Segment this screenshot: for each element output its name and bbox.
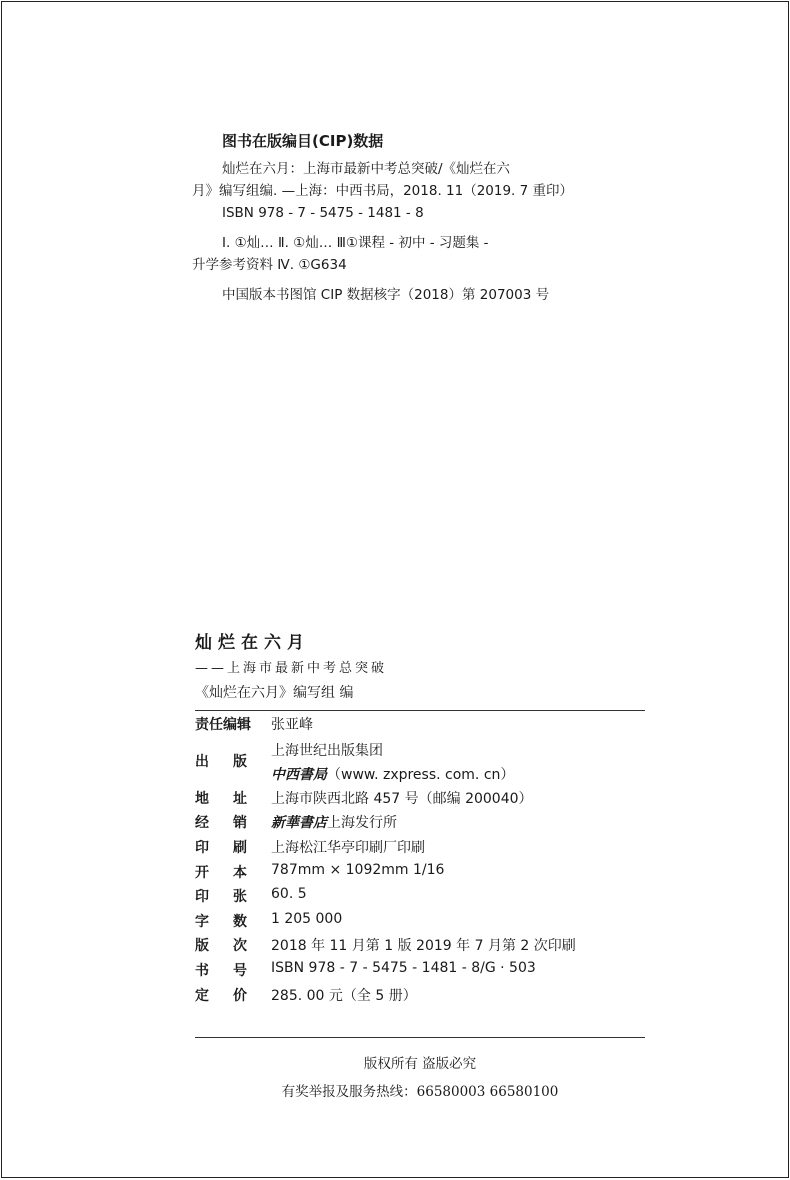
divider (195, 710, 645, 711)
info-label: 印 刷 (195, 839, 248, 856)
info-label: 书 号 (195, 962, 248, 979)
distributor-logo-text: 新華書店 (271, 815, 327, 832)
hotline: 有奖举报及服务热线：66580003 66580100 (281, 1084, 559, 1100)
info-row-format (195, 862, 645, 887)
info-value: 张亚峰 (271, 717, 313, 733)
info-value: 1 205 000 (271, 910, 343, 927)
info-label: 经 销 (195, 815, 248, 832)
info-label: 出 版 (195, 753, 248, 770)
publisher-logo-text: 中西書局 (271, 767, 327, 784)
info-row-printer (195, 837, 645, 862)
info-label: 印 张 (195, 889, 248, 906)
cip-classification: Ⅰ. ①灿… Ⅱ. ①灿… Ⅲ①课程 - 初中 - 习题集 - (222, 235, 489, 251)
info-value: ISBN 978 - 7 - 5475 - 1481 - 8/G · 503 (271, 959, 536, 976)
info-label: 定 价 (195, 987, 248, 1004)
book-subtitle: ——上海市最新中考总突破 (195, 661, 388, 676)
info-row-words (195, 911, 645, 936)
info-value: 2018 年 11 月第 1 版 2019 年 7 月第 2 次印刷 (271, 938, 576, 955)
cip-line: 月》编写组编. —上海：中西书局，2018. 11（2019. 7 重印） (192, 183, 574, 199)
info-value: 285. 00 元（全 5 册） (271, 987, 417, 1004)
info-label: 版 次 (195, 938, 248, 955)
copyright-page (1, 1, 789, 1178)
cip-data-block (192, 130, 612, 306)
info-value: 上海松江华亭印刷厂印刷 (271, 839, 425, 856)
book-heading (195, 628, 645, 719)
info-value: 上海市陕西北路 457 号（邮编 200040） (271, 790, 533, 807)
info-label: 开 本 (195, 864, 248, 881)
info-row-price (195, 985, 645, 1010)
info-value: 上海世纪出版集团 中西書局（www. zxpress. com. cn） (271, 742, 515, 784)
copyright-notice: 版权所有 盗版必究 (363, 1056, 477, 1072)
info-row-address (195, 788, 645, 813)
info-row-editor (195, 714, 645, 739)
cip-line: 灿烂在六月：上海市最新中考总突破/《灿烂在六 (222, 161, 511, 177)
info-row-publisher (195, 739, 645, 788)
info-value: 新華書店上海发行所 (271, 815, 397, 832)
info-value: 787mm × 1092mm 1/16 (271, 861, 445, 878)
info-row-isbn (195, 960, 645, 985)
info-row-distributor (195, 812, 645, 837)
info-value: 60. 5 (271, 886, 307, 903)
info-label: 地 址 (195, 790, 248, 807)
footer (195, 1050, 645, 1106)
book-editor: 《灿烂在六月》编写组 编 (195, 685, 354, 701)
cip-isbn: ISBN 978 - 7 - 5475 - 1481 - 8 (222, 205, 424, 221)
cip-title: 图书在版编目(CIP)数据 (222, 132, 384, 150)
cip-classification: 升学参考资料 Ⅳ. ①G634 (192, 257, 347, 273)
cip-record-number: 中国版本书图馆 CIP 数据核字（2018）第 207003 号 (222, 287, 550, 303)
info-label: 责任编辑 (195, 717, 251, 733)
publication-info (195, 714, 645, 1009)
info-row-sheets (195, 886, 645, 911)
info-label: 字 数 (195, 913, 248, 930)
divider (195, 1037, 645, 1038)
info-row-edition (195, 935, 645, 960)
book-title: 灿烂在六月 (195, 633, 310, 653)
